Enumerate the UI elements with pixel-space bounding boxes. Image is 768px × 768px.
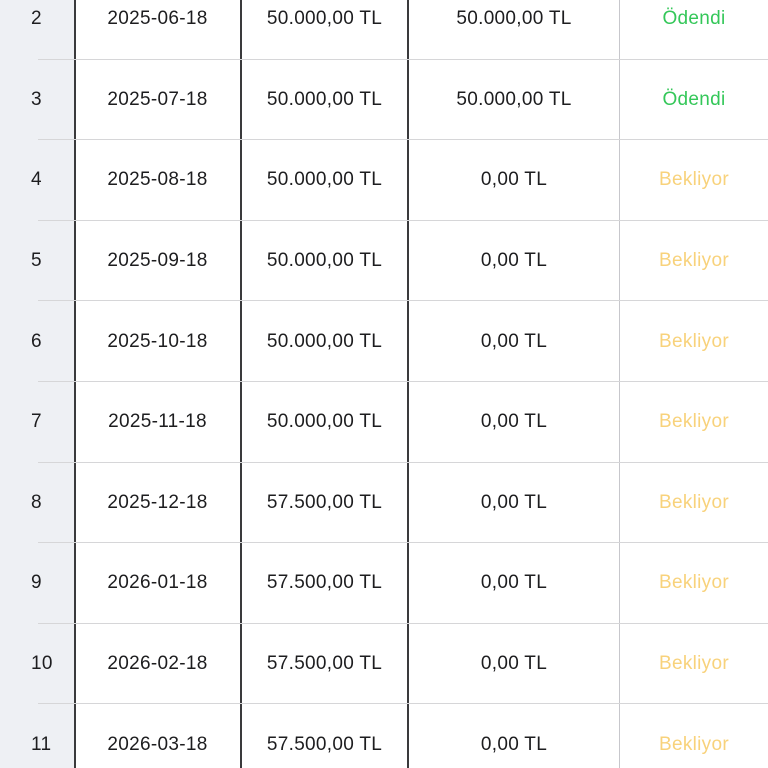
paid-amount: 50.000,00 TL — [456, 8, 572, 30]
installment-number: 3 — [31, 88, 42, 110]
installment-number: 5 — [31, 250, 42, 272]
due-date: 2026-01-18 — [107, 572, 208, 594]
installment-number: 4 — [31, 169, 42, 191]
due-date: 2025-07-18 — [107, 88, 208, 110]
table-row[interactable] — [0, 301, 768, 382]
table-row[interactable] — [0, 0, 768, 60]
table-row[interactable] — [0, 463, 768, 544]
installment-amount: 50.000,00 TL — [266, 169, 383, 191]
paid-amount: 0,00 TL — [480, 169, 548, 191]
installment-amount: 57.500,00 TL — [266, 653, 383, 675]
paid-amount: 0,00 TL — [480, 653, 548, 675]
status-badge: Ödendi — [662, 88, 726, 110]
table-row[interactable] — [0, 140, 768, 221]
table-row[interactable] — [0, 60, 768, 141]
installment-number: 6 — [31, 330, 42, 352]
paid-amount: 0,00 TL — [480, 572, 548, 594]
paid-amount: 0,00 TL — [480, 330, 548, 352]
paid-amount: 0,00 TL — [480, 411, 548, 433]
status-badge: Bekliyor — [659, 491, 729, 513]
installment-amount: 50.000,00 TL — [266, 8, 383, 30]
paid-amount: 0,00 TL — [480, 733, 548, 755]
installment-amount: 50.000,00 TL — [266, 88, 383, 110]
table-row[interactable] — [0, 382, 768, 463]
status-badge: Bekliyor — [659, 411, 729, 433]
status-badge: Bekliyor — [659, 169, 729, 191]
status-badge: Bekliyor — [659, 250, 729, 272]
installment-amount: 57.500,00 TL — [266, 572, 383, 594]
paid-amount: 50.000,00 TL — [456, 88, 572, 110]
status-badge: Ödendi — [662, 8, 726, 30]
due-date: 2025-08-18 — [107, 169, 208, 191]
paid-amount: 0,00 TL — [480, 491, 548, 513]
installment-number: 7 — [31, 411, 42, 433]
table-row[interactable] — [0, 704, 768, 768]
due-date: 2025-06-18 — [107, 8, 208, 30]
installment-number: 10 — [31, 653, 53, 675]
installment-number: 8 — [31, 491, 42, 513]
due-date: 2026-03-18 — [107, 733, 208, 755]
status-badge: Bekliyor — [659, 653, 729, 675]
status-badge: Bekliyor — [659, 572, 729, 594]
installment-amount: 57.500,00 TL — [266, 491, 383, 513]
installment-amount: 57.500,00 TL — [266, 733, 383, 755]
installment-amount: 50.000,00 TL — [266, 330, 383, 352]
installment-amount: 50.000,00 TL — [266, 250, 383, 272]
table-row[interactable] — [0, 624, 768, 705]
due-date: 2025-11-18 — [108, 411, 207, 433]
due-date: 2025-10-18 — [107, 330, 208, 352]
installment-amount: 50.000,00 TL — [266, 411, 383, 433]
due-date: 2026-02-18 — [107, 653, 208, 675]
status-badge: Bekliyor — [659, 733, 729, 755]
status-badge: Bekliyor — [659, 330, 729, 352]
due-date: 2025-09-18 — [107, 250, 208, 272]
table-row[interactable] — [0, 221, 768, 302]
paid-amount: 0,00 TL — [480, 250, 548, 272]
installment-number: 9 — [31, 572, 42, 594]
installment-number: 11 — [31, 733, 52, 755]
table-row[interactable] — [0, 543, 768, 624]
installment-number: 2 — [31, 8, 42, 30]
due-date: 2025-12-18 — [107, 491, 208, 513]
